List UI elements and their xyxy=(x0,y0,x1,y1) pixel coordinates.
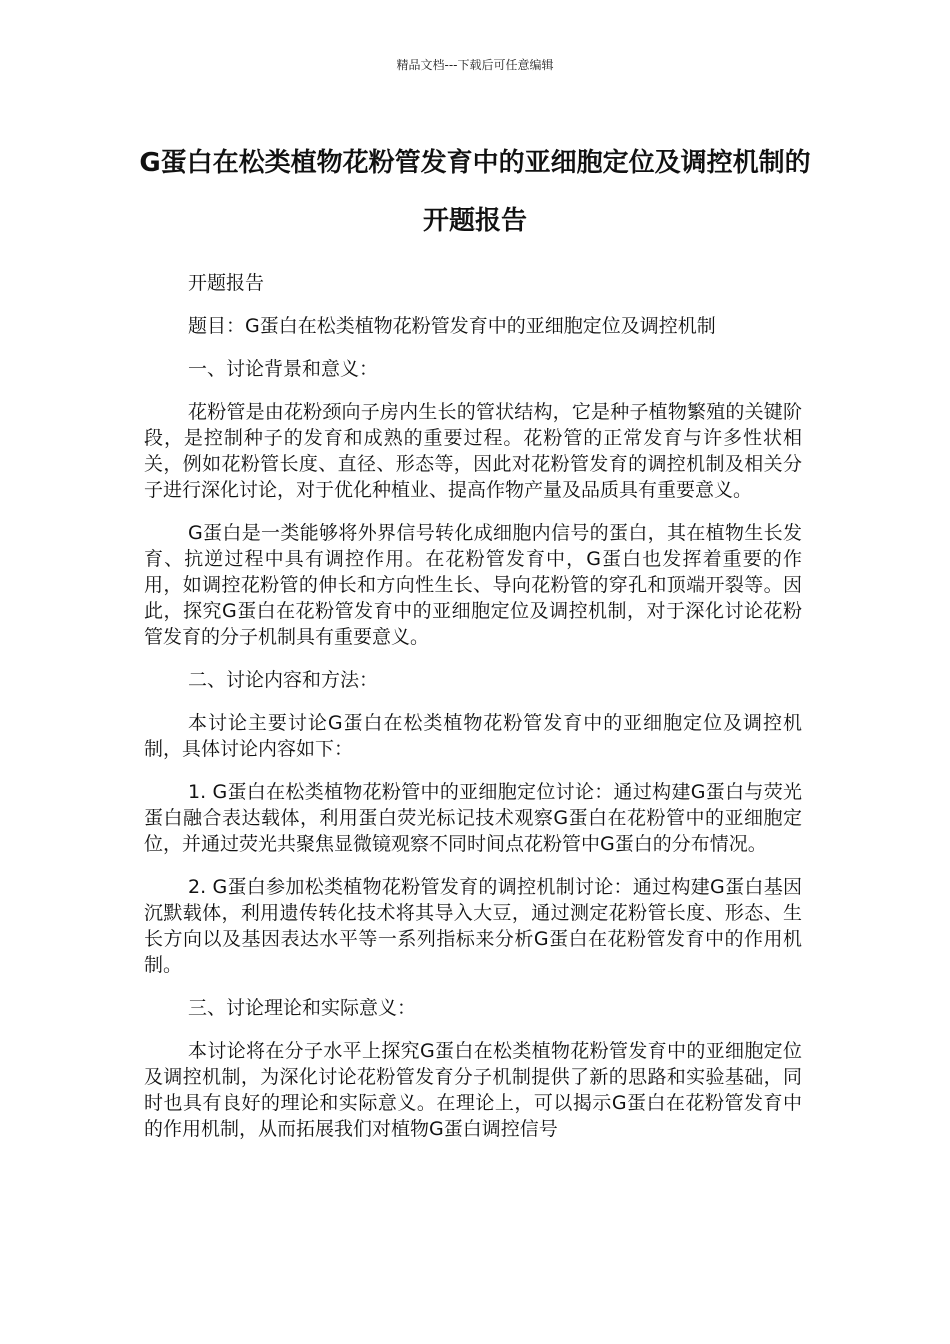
paragraph-background-2: G蛋白是一类能够将外界信号转化成细胞内信号的蛋白，其在植物生长发育、抗逆过程中具有调控作用。在花粉管发育中，G蛋白也发挥着重要的作用，如调控花粉管的伸长和方向性生长、导向花粉管的穿孔和顶端开裂等。因此，探究G蛋白在花粉管发育中的亚细胞定位及调控机制，对于深化讨论花粉管发育的分子机制具有重要意义。 xyxy=(144,522,802,648)
section-label-report: 开题报告 xyxy=(188,272,265,294)
document-body xyxy=(144,270,802,1159)
paragraph-content-item-2: 2. G蛋白参加松类植物花粉管发育的调控机制讨论：通过构建G蛋白基因沉默载体，利用遗传转化技术将其导入大豆，通过测定花粉管长度、形态、生长方向以及基因表达水平等一系列指标来分析G蛋白在花粉管发育中的作用机制。 xyxy=(144,876,802,976)
paragraph-significance: 本讨论将在分子水平上探究G蛋白在松类植物花粉管发育中的亚细胞定位及调控机制，为深化讨论花粉管发育分子机制提供了新的思路和实验基础，同时也具有良好的理论和实际意义。在理论上，可以揭示G蛋白在花粉管发育中的作用机制，从而拓展我们对植物G蛋白调控信号 xyxy=(144,1040,802,1140)
heading-background: 一、讨论背景和意义： xyxy=(188,358,379,380)
paragraph-content-item-1: 1. G蛋白在松类植物花粉管中的亚细胞定位讨论：通过构建G蛋白与荧光蛋白融合表达载体，利用蛋白荧光标记技术观察G蛋白在花粉管中的亚细胞定位，并通过荧光共聚焦显微镜观察不同时间点花粉管中G蛋白的分布情况。 xyxy=(144,781,802,855)
heading-significance: 三、讨论理论和实际意义： xyxy=(188,997,417,1019)
topic-line: 题目：G蛋白在松类植物花粉管发育中的亚细胞定位及调控机制 xyxy=(188,315,716,337)
paragraph-content-intro: 本讨论主要讨论G蛋白在松类植物花粉管发育中的亚细胞定位及调控机制，具体讨论内容如下： xyxy=(144,712,802,760)
paragraph-background-1: 花粉管是由花粉颈向子房内生长的管状结构，它是种子植物繁殖的关键阶段，是控制种子的发育和成熟的重要过程。花粉管的正常发育与许多性状相关，例如花粉管长度、直径、形态等，因此对花粉管发育的调控机制及相关分子进行深化讨论，对于优化种植业、提高作物产量及品质具有重要意义。 xyxy=(144,401,802,501)
header-note: 精品文档---下载后可任意编辑 xyxy=(396,58,554,72)
document-title: G蛋白在松类植物花粉管发育中的亚细胞定位及调控机制的开题报告 xyxy=(139,148,811,236)
heading-content-methods: 二、讨论内容和方法： xyxy=(188,669,379,691)
